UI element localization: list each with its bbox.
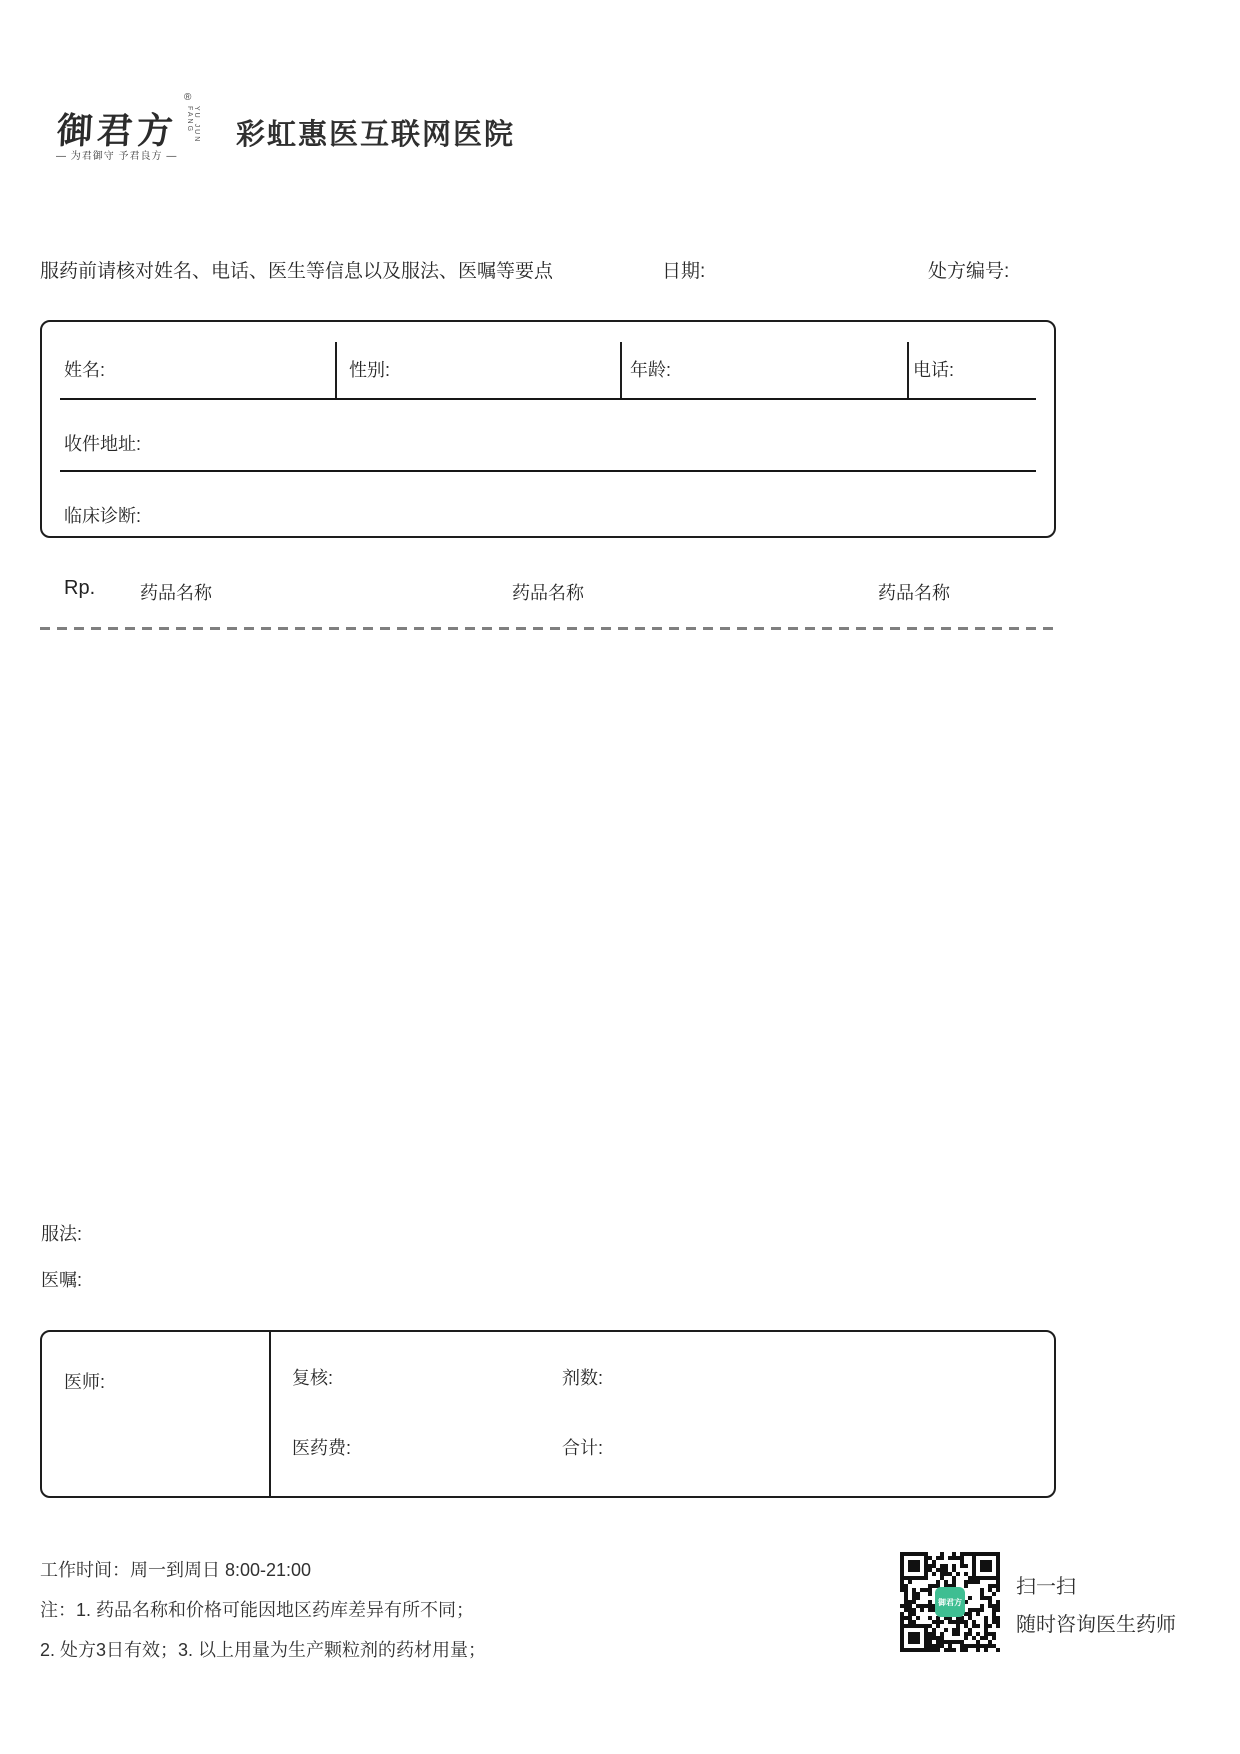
reviewer-label: 复核: [292,1368,334,1388]
note-line-2: 2. 处方3日有效；3. 以上用量为生产颗粒剂的药材用量； [40,1640,487,1660]
divider [269,1332,271,1496]
signoff-box [40,1330,1056,1498]
patient-age-label: 年龄: [630,360,672,380]
hospital-name-title: 彩虹惠医互联网医院 [236,119,516,151]
note-line-1: 注：1. 药品名称和价格可能因地区药库差异有所不同； [40,1600,475,1620]
doses-count-label: 剂数: [562,1368,604,1388]
dosage-instructions-label: 服法: [41,1224,83,1244]
clinical-diagnosis-label: 临床诊断: [64,506,142,526]
brand-logo-vertical-text: YU JUN FANG [186,106,200,144]
registered-trademark-mark: ® [184,92,192,103]
scan-hint-title: 扫一扫 [1016,1576,1076,1598]
patient-phone-label: 电话: [913,360,955,380]
qr-code [900,1552,1000,1652]
divider [60,470,1036,472]
brand-logo-text: 御君方 [55,110,178,152]
drug-name-column-header: 药品名称 [140,583,212,603]
dashed-separator [40,627,1056,630]
divider [907,342,909,398]
brand-tagline: — 为君御守 予君良方 — [56,151,178,162]
divider [620,342,622,398]
patient-gender-label: 性别: [349,360,391,380]
medicine-fee-label: 医药费: [292,1438,352,1458]
rp-label: Rp. [64,577,96,599]
patient-info-box [40,320,1056,538]
working-hours-text: 工作时间：周一到周日 8:00-21:00 [40,1560,312,1580]
doctor-label: 医师: [64,1372,106,1392]
doctor-advice-label: 医嘱: [41,1270,83,1290]
drug-name-column-header: 药品名称 [878,583,950,603]
patient-name-label: 姓名: [64,360,106,380]
scan-hint-subtitle: 随时咨询医生药师 [1016,1614,1176,1636]
date-label: 日期: [662,261,706,282]
shipping-address-label: 收件地址: [64,434,142,454]
verification-notice: 服药前请核对姓名、电话、医生等信息以及服法、医嘱等要点 [40,261,554,282]
divider [60,398,1036,400]
qr-center-logo: 御君方 [935,1587,965,1617]
prescription-number-label: 处方编号: [928,261,1010,282]
divider [335,342,337,398]
prescription-items-area [40,640,1056,1200]
drug-name-column-header: 药品名称 [512,583,584,603]
total-label: 合计: [562,1438,604,1458]
